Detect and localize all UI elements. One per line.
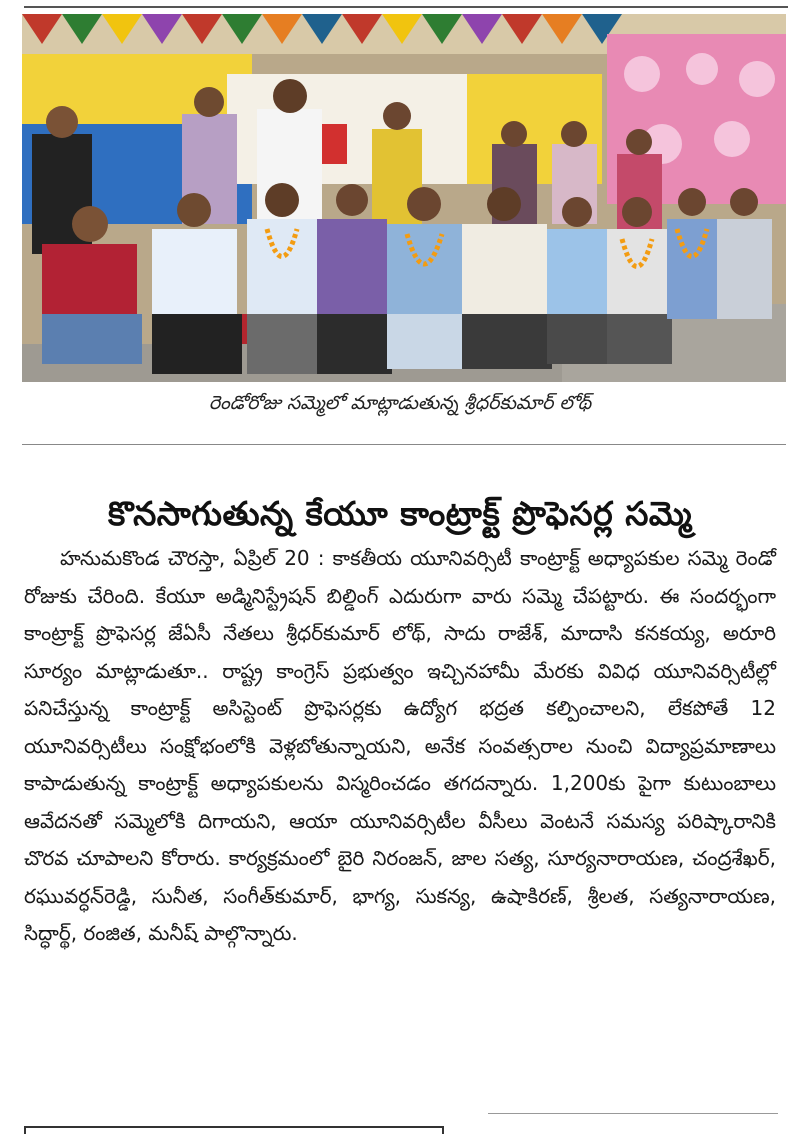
article-paragraph: హనుమకొండ చౌరస్తా, ఏప్రిల్ 20 : కాకతీయ యూనివర్సిటీ కాంట్రాక్ట్ అధ్యాపకుల సమ్మె రెండో రోజుకు చేరింది. కేయూ అడ్మినిస్ట్రేషన్ బిల్డింగ్ ఎదురుగా వారు సమ్మె చేపట్టారు. ఈ సందర్భంగా కాంట్రాక్ట్ ప్రొఫెసర్ల జేఏసీ నేతలు శ్రీధర్‌కుమార్ లోథ్, సాదు రాజేశ్, మాదాసి కనకయ్య, అరూరి సూర్యం మాట్లాడుతూ.. రాష్ట్ర కాంగ్రెస్ ప్రభుత్వం ఇచ్చినహామీ మేరకు వివిధ యూనివర్సిటీల్లో పనిచేస్తున్న కాంట్రాక్ట్ అసిస్టెంట్ ప్రొఫెసర్లకు ఉద్యోగ భద్రత కల్పించాలని, లేకపోతే 12 యూనివర్సిటీలు సంక్షోభంలోకి వెళ్లబోతున్నాయని, అనేక సంవత్సరాల నుంచి విద్యాప్రమాణాలు కాపాడుతున్న కాంట్రాక్ట్ అధ్యాపకులను విస్మరించడం తగదన్నారు. 1,200కు పైగా కుటుంబాలు ఆవేదనతో సమ్మెలోకి దిగాయని, ఆయా యూనివర్సిటీల వీసీలు వెంటనే సమస్య పరిష్కారానికి చొరవ చూపాలని కోరారు. కార్యక్రమంలో బైరి నిరంజన్, జాల సత్య, సూర్యనారాయణ, చంద్రశేఖర్, రఘువర్ధన్‌రెడ్డి, సునీత, సంగీత్‌కుమార్, భాగ్య, సుకన్య, ఉషాకిరణ్, శ్రీలత, సత్యనారాయణ, సిద్ధార్థ్, రంజిత, మనీష్ పాల్గొన్నారు.: [24, 546, 776, 945]
top-rule: [24, 6, 788, 8]
photo-caption: రెండోరోజు సమ్మెలో మాట్లాడుతున్న శ్రీధర్‌కుమార్ లోథ్: [208, 392, 592, 414]
headline: కొనసాగుతున్న కేయూ కాంట్రాక్ట్ ప్రొఫెసర్ల సమ్మె: [107, 494, 693, 534]
caption-divider: [22, 444, 786, 445]
article-body: [24, 540, 776, 953]
news-photo: [22, 14, 786, 382]
bottom-divider: [488, 1113, 778, 1114]
protest-photo-illustration: [22, 14, 786, 382]
next-article-box-edge: [24, 1126, 444, 1134]
